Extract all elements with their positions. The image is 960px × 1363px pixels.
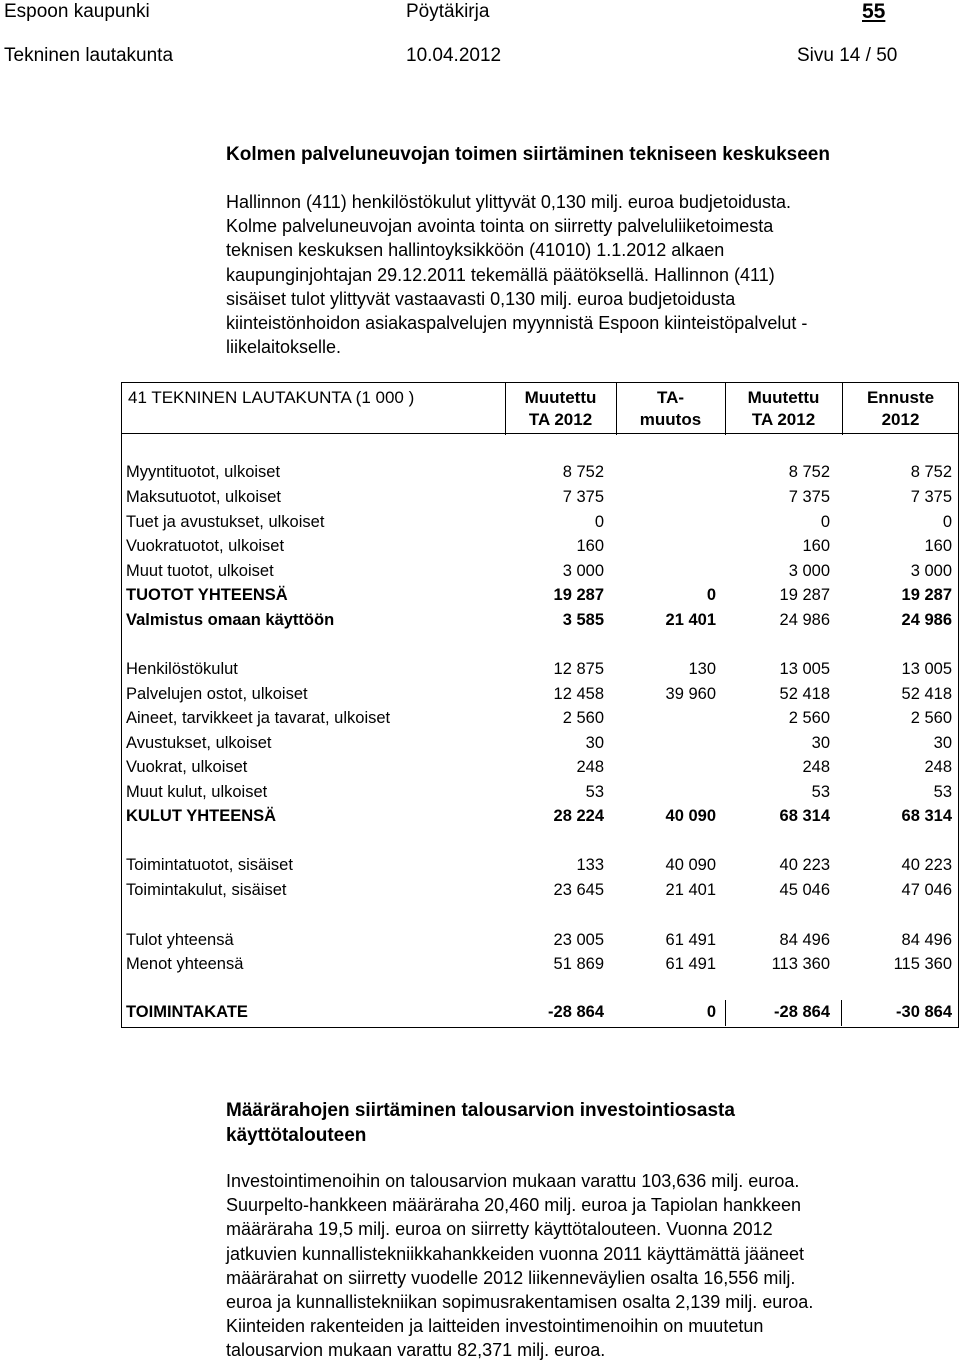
table-row [126,485,952,509]
cell-muutettu-ta: 3 585 [562,611,604,629]
cell-ta-muutos: 39 960 [665,685,716,703]
table-row [126,583,952,607]
col-header-line: TA 2012 [751,410,816,429]
table-row [126,755,952,779]
cell-muutettu-ta-2: 45 046 [779,881,830,899]
cell-ennuste: 0 [942,513,952,531]
col-header-line: Muutettu [747,388,820,407]
table-row [126,608,952,632]
meeting-date: 10.04.2012 [406,45,502,66]
row-label: Aineet, tarvikkeet ja tavarat, ulkoiset [126,709,391,727]
row-label: Vuokratuotot, ulkoiset [126,537,285,555]
cell-muutettu-ta-2: 84 496 [779,931,830,949]
col-header-muutettu-ta [505,387,616,431]
row-label: Tuet ja avustukset, ulkoiset [126,513,325,531]
cell-muutettu-ta: 0 [594,513,604,531]
cell-ennuste: 40 223 [901,856,952,874]
table-row [126,706,952,730]
cell-ennuste: 160 [924,537,952,555]
cell-ennuste: 115 360 [893,955,952,973]
table-row [126,460,952,484]
row-label: KULUT YHTEENSÄ [126,807,277,825]
table-row [126,853,952,877]
cell-ta-muutos: 61 491 [665,955,716,973]
paragraph-line: liikelaitokselle. [226,337,342,358]
row-label: Avustukset, ulkoiset [126,734,272,752]
table-row [126,559,952,583]
col-header-ta-muutos [616,387,725,431]
table-row [126,731,952,755]
doc-type: Pöytäkirja [406,1,490,22]
cell-muutettu-ta: 28 224 [553,807,604,825]
paragraph-line: Kiinteiden rakenteiden ja laitteiden investointimenoihin on muutetun [226,1316,764,1337]
cell-ennuste: 68 314 [901,807,952,825]
cell-ennuste: 30 [933,734,952,752]
cell-ta-muutos: 61 491 [665,931,716,949]
cell-muutettu-ta-2: 52 418 [779,685,830,703]
cell-ta-muutos: 21 401 [665,611,716,629]
col-header-line: muutos [639,410,702,429]
row-label: Myyntituotot, ulkoiset [126,463,281,481]
paragraph-line: määrärahat on siirretty vuodelle 2012 liikenneväylien osalta 16,556 milj. [226,1267,796,1288]
cell-muutettu-ta: 8 752 [562,463,604,481]
cell-ennuste: 52 418 [901,685,952,703]
cell-muutettu-ta-2: 30 [811,734,830,752]
table-row [126,510,952,534]
org-name: Espoon kaupunki [4,1,150,22]
cell-muutettu-ta: 12 458 [553,685,604,703]
cell-muutettu-ta: 248 [576,758,604,776]
cell-muutettu-ta-2: 40 223 [779,856,830,874]
cell-muutettu-ta-2: 2 560 [788,709,830,727]
cell-muutettu-ta: 19 287 [553,586,604,604]
col-header-line: 2012 [881,410,920,429]
section-paragraph [226,190,807,359]
cell-muutettu-ta: 23 005 [553,931,604,949]
row-label: TOIMINTAKATE [126,1003,248,1021]
cell-ennuste: 8 752 [910,463,952,481]
cell-ennuste: 19 287 [901,586,952,604]
page-number: Sivu 14 / 50 [797,45,898,66]
cell-muutettu-ta-2: 24 986 [779,611,830,629]
section2-title [226,1098,735,1148]
cell-muutettu-ta: 30 [585,734,604,752]
cell-muutettu-ta: 12 875 [553,660,604,678]
section2-title-line: käyttötalouteen [226,1125,367,1146]
table-title: 41 TEKNINEN LAUTAKUNTA (1 000 ) [128,388,415,407]
row-label: Menot yhteensä [126,955,244,973]
paragraph-line: teknisen keskuksen hallintoyksikköön (41010) 1.1.2012 alkaen [226,240,725,261]
cell-muutettu-ta-2: 8 752 [788,463,830,481]
paragraph-line: Kolme palveluneuvojan avointa tointa on siirretty palveluliiketoimesta [226,216,774,237]
cell-muutettu-ta-2: 13 005 [779,660,830,678]
section2-title-line: Määrärahojen siirtäminen talousarvion investointiosasta [226,1100,735,1121]
cell-ennuste: 24 986 [901,611,952,629]
cell-muutettu-ta: -28 864 [548,1003,604,1021]
cell-muutettu-ta: 133 [576,856,604,874]
section-number: 55 [862,0,886,23]
col-header-ennuste [842,387,959,431]
col-header-line: TA 2012 [528,410,593,429]
cell-muutettu-ta-2: 68 314 [779,807,830,825]
table-row [126,1000,952,1024]
cell-ta-muutos: 130 [688,660,716,678]
section2-paragraph [226,1169,813,1363]
table-row [126,804,952,828]
cell-ennuste: -30 864 [896,1003,952,1021]
cell-muutettu-ta: 51 869 [553,955,604,973]
section-title: Kolmen palveluneuvojan toimen siirtäminen tekniseen keskukseen [226,144,830,165]
paragraph-line: talousarvion mukaan varattu 82,371 milj. euroa. [226,1340,606,1361]
cell-muutettu-ta: 2 560 [562,709,604,727]
cell-ennuste: 2 560 [910,709,952,727]
row-label: Toimintakulut, sisäiset [126,881,287,899]
cell-muutettu-ta-2: 7 375 [788,488,830,506]
cell-ta-muutos: 40 090 [665,807,716,825]
cell-ta-muutos: 0 [706,586,716,604]
cell-ennuste: 84 496 [901,931,952,949]
row-label: Tulot yhteensä [126,931,234,949]
table-row [126,534,952,558]
paragraph-line: jatkuvien kunnallistekniikkahankkeiden vuonna 2011 käyttämättä jääneet [226,1243,805,1264]
table-row [126,780,952,804]
cell-muutettu-ta-2: -28 864 [774,1003,830,1021]
cell-ennuste: 3 000 [910,562,952,580]
cell-muutettu-ta: 3 000 [562,562,604,580]
col-header-muutettu-ta-2 [725,387,842,431]
cell-muutettu-ta-2: 160 [802,537,830,555]
cell-muutettu-ta-2: 0 [820,513,830,531]
cell-muutettu-ta: 23 645 [553,881,604,899]
cell-muutettu-ta-2: 248 [802,758,830,776]
table-row [126,682,952,706]
cell-ennuste: 53 [933,783,952,801]
cell-muutettu-ta-2: 19 287 [779,586,830,604]
paragraph-line: kiinteistönhoidon asiakaspalvelujen myynnistä Espoon kiinteistöpalvelut - [226,313,808,334]
row-label: Muut tuotot, ulkoiset [126,562,274,580]
paragraph-line: Hallinnon (411) henkilöstökulut ylittyvät 0,130 milj. euroa budjetoidusta. [226,192,791,212]
cell-ennuste: 13 005 [901,660,952,678]
row-label: Palvelujen ostot, ulkoiset [126,685,308,703]
paragraph-line: Investointimenoihin on talousarvion mukaan varattu 103,636 milj. euroa. [226,1171,800,1191]
row-label: Valmistus omaan käyttöön [126,611,335,629]
row-label: Muut kulut, ulkoiset [126,783,268,801]
cell-muutettu-ta-2: 53 [811,783,830,801]
cell-muutettu-ta-2: 3 000 [788,562,830,580]
col-header-line: Muutettu [524,388,597,407]
cell-ennuste: 248 [924,758,952,776]
table-row [126,657,952,681]
cell-ta-muutos: 21 401 [665,881,716,899]
col-header-line: Ennuste [866,388,935,407]
cell-muutettu-ta: 7 375 [562,488,604,506]
paragraph-line: kaupunginjohtajan 29.12.2011 tekemällä päätöksellä. Hallinnon (411) [226,264,775,285]
row-label: Toimintatuotot, sisäiset [126,856,293,874]
cell-ta-muutos: 0 [706,1003,716,1021]
col-header-line: TA- [656,388,685,407]
table-row [126,928,952,952]
paragraph-line: euroa ja kunnallistekniikan sopimusrakentamisen osalta 2,139 milj. euroa. [226,1292,814,1313]
cell-muutettu-ta: 53 [585,783,604,801]
cell-ta-muutos: 40 090 [665,856,716,874]
cell-muutettu-ta-2: 113 360 [771,955,830,973]
row-label: TUOTOT YHTEENSÄ [126,586,288,604]
table-row [126,878,952,902]
board-name: Tekninen lautakunta [4,45,174,66]
row-label: Henkilöstökulut [126,660,238,678]
cell-muutettu-ta: 160 [576,537,604,555]
row-label: Maksutuotot, ulkoiset [126,488,281,506]
paragraph-line: sisäiset tulot ylittyvät vastaavasti 0,130 milj. euroa budjetoidusta [226,288,736,309]
paragraph-line: määräraha 19,5 milj. euroa on siirretty käyttötalouteen. Vuonna 2012 [226,1219,773,1240]
cell-ennuste: 47 046 [901,881,952,899]
cell-ennuste: 7 375 [910,488,952,506]
budget-table-header [121,382,959,434]
paragraph-line: Suurpelto-hankkeen määräraha 20,460 milj. euroa ja Tapiolan hankkeen [226,1195,802,1216]
table-row [126,952,952,976]
row-label: Vuokrat, ulkoiset [126,758,248,776]
